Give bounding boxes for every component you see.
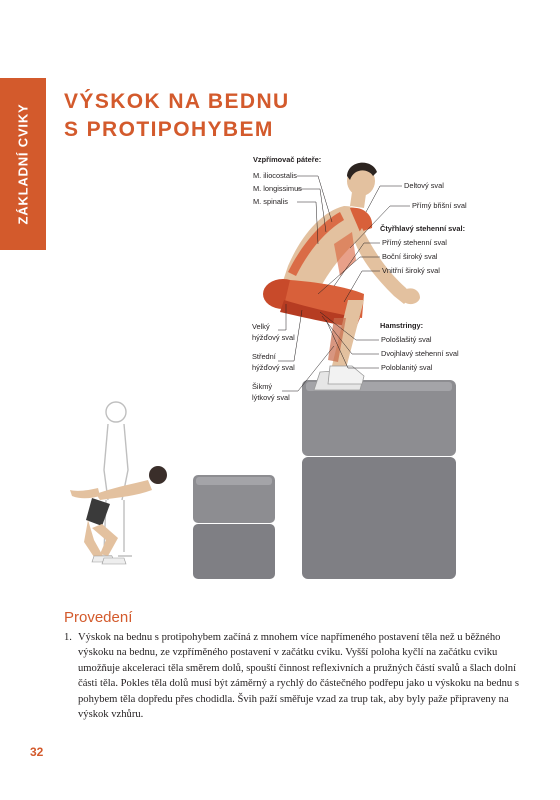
tall-plyo-box <box>302 380 456 579</box>
label-quadriceps-heading: Čtyřhlavý stehenní sval: <box>380 224 466 233</box>
label-semimembranosus: Poloblanitý sval <box>381 363 433 372</box>
label-gluteus-maximus-line-2: hýžďový sval <box>252 333 295 342</box>
label-vastus-medialis: Vnitřní široký sval <box>382 266 440 275</box>
exercise-title-line-2: S PROTIPOHYBEM <box>64 118 274 141</box>
label-deltoid: Deltový sval <box>404 181 444 190</box>
instruction-list <box>64 630 520 722</box>
exercise-title <box>64 88 290 144</box>
countermovement-figure <box>70 466 167 564</box>
instruction-step-number: 1. <box>64 632 72 643</box>
page-number: 32 <box>30 745 44 759</box>
instruction-step-text: Výskok na bednu s protipohybem začíná z mnohem více napřímeného postavení těla než u běžného výskoku na bednu, ze vzpříměného postavení v začátku cviku. Vyšší poloha kyčlí na začátku cviku umožňuje akceleraci těla směrem dolů, spouští činnost reflexivních a pružných částí svalů a šlach dolní části těla. Pokles těla dolů musí být záměrný a rychlý do částečného podřepu jako u výskoku na bednu s pohybem těla dopředu přes chodidla. Švih paží směřuje vzad za trup tak, aby byly paže připraveny na výskok vzhůru. <box>78 632 520 721</box>
label-soleus-line-1: Šikmý <box>252 382 273 391</box>
section-heading: Provedení <box>64 609 133 626</box>
label-iliocostalis: M. iliocostalis <box>253 171 297 180</box>
label-semitendinosus: Pološlašitý sval <box>381 335 432 344</box>
label-biceps-femoris: Dvojhlavý stehenní sval <box>381 349 459 358</box>
exercise-illustration <box>0 150 560 590</box>
instruction-step <box>64 630 520 722</box>
label-spinalis: M. spinalis <box>253 197 288 206</box>
label-gluteus-medius-line-1: Střední <box>252 352 276 361</box>
small-plyo-box <box>193 475 275 579</box>
label-vastus-lateralis: Boční široký sval <box>382 252 438 261</box>
label-longissimus: M. longissimus <box>253 184 302 193</box>
label-hamstrings-heading: Hamstringy: <box>380 321 424 330</box>
label-erector-spinae-heading: Vzpřímovač páteře: <box>253 155 322 164</box>
label-rectus-femoris: Přímý stehenní sval <box>382 238 447 247</box>
chapter-side-tab-label: ZÁKLADNÍ CVIKY <box>15 103 31 225</box>
label-rectus-abdominis: Přímý břišní sval <box>412 201 467 210</box>
label-gluteus-medius-line-2: hýžďový sval <box>252 363 295 372</box>
label-gluteus-maximus-line-1: Velký <box>252 322 270 331</box>
label-soleus-line-2: lýtkový sval <box>252 393 290 402</box>
exercise-title-line-1: VÝSKOK NA BEDNU <box>64 90 290 113</box>
